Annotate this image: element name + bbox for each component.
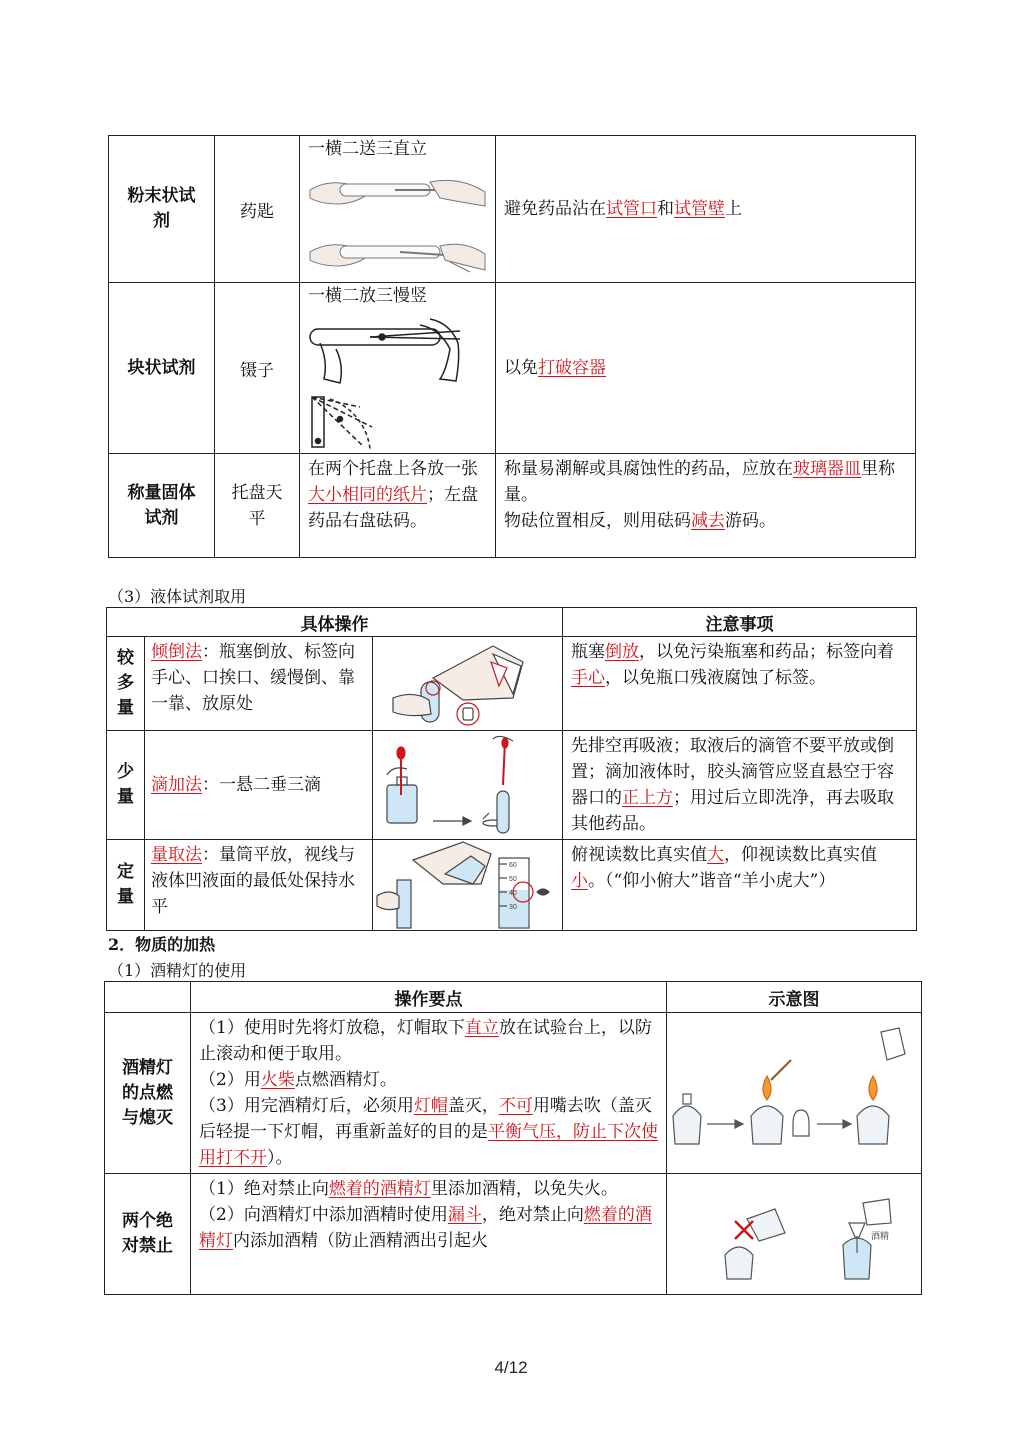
note-text: 上 [725, 199, 742, 219]
column-header: 示意图 [667, 982, 922, 1013]
prohibited-actions-illustration [667, 1175, 920, 1293]
illustration-cell [667, 1174, 922, 1295]
lamp-lighting-illustration [667, 1016, 920, 1170]
answer-text: 大小相同的纸片 [308, 485, 427, 505]
answer-text: 燃着的酒精灯 [328, 1179, 431, 1199]
amount-cell [107, 731, 145, 840]
table-row [107, 637, 917, 731]
content-cell [191, 1174, 667, 1295]
answer-text: 漏斗 [447, 1205, 482, 1225]
content-text: 点燃酒精灯。 [294, 1070, 397, 1090]
reagent-name: 块状试剂 [127, 357, 196, 378]
method-cell [300, 283, 496, 454]
content-cell [191, 1013, 667, 1174]
answer-text: 试管壁 [674, 199, 725, 219]
note-cell [563, 637, 917, 731]
note-text: 避免药品沾在 [504, 199, 606, 219]
table-row [109, 454, 916, 558]
content-text: （1）使用时先将灯放稳，灯帽取下 [199, 1018, 465, 1038]
graduated-cylinder-illustration [373, 840, 561, 930]
note-text: ，以免瓶口残液腐蚀了标签。 [605, 668, 826, 688]
note-text: ，以免污染瓶塞和药品；标签向着 [639, 642, 894, 662]
tool-name: 镊子 [240, 360, 274, 381]
illustration-cell [373, 637, 563, 731]
cylinder-tick-label: 60 [509, 862, 517, 869]
method-text: 在两个托盘上各放一张 [308, 459, 478, 479]
note-text: 称量易潮解或具腐蚀性的药品，应放在 [504, 459, 793, 479]
note-cell [496, 136, 916, 283]
note-text: 和 [657, 199, 674, 219]
note-line [504, 456, 907, 508]
answer-text: 玻璃器皿 [793, 459, 861, 479]
paragraph [199, 1015, 658, 1067]
method-name: 量取法 [151, 845, 202, 865]
column-header: 具体操作 [107, 608, 563, 637]
amount-label: 较多量 [117, 648, 134, 718]
content-text: （2）向酒精灯中添加酒精时使用 [199, 1205, 448, 1225]
note-text: ；用过后立即洗净，再去吸取其他药品。 [571, 788, 894, 834]
note-cell [563, 840, 917, 931]
content-text: 里添加酒精，以免失火。 [430, 1179, 618, 1199]
content-text: （2）用 [199, 1070, 261, 1090]
method-cell [300, 136, 496, 283]
method-cell [145, 731, 373, 840]
paragraph [199, 1176, 658, 1202]
paragraph [199, 1093, 658, 1171]
method-label: 一横二放三慢竖 [308, 286, 427, 306]
cylinder-tick-label: 30 [509, 904, 517, 911]
pouring-illustration [373, 638, 561, 730]
answer-text: 打破容器 [538, 358, 606, 378]
answer-text: 平衡气压，防止下次使用打不开 [199, 1122, 658, 1168]
reagent-name: 称量固体试剂 [127, 482, 196, 528]
topic-title: 两个绝对禁止 [122, 1211, 173, 1256]
content-text: ，绝对禁止向 [481, 1205, 584, 1225]
answer-text: 直立 [464, 1018, 499, 1038]
method-label: 一横二送三直立 [308, 139, 427, 159]
table-row [105, 1013, 922, 1174]
page-number: 4/12 [494, 1358, 528, 1377]
amount-label: 少量 [117, 762, 134, 807]
illustration-cell [373, 731, 563, 840]
note-text: 物砝位置相反，则用砝码 [504, 511, 691, 531]
method-text: ：瓶塞倒放、标签向手心、口挨口、缓慢倒、靠一靠、放原处 [151, 642, 355, 714]
cylinder-tick-label: 50 [509, 876, 517, 883]
content-text: 盖灭， [447, 1096, 499, 1116]
tool-name: 托盘天平 [231, 482, 283, 529]
topic-cell [105, 1174, 191, 1295]
section-caption: （1）酒精灯的使用 [108, 961, 247, 980]
answer-text: 大 [707, 845, 724, 865]
content-text: 放在试验台上，以防止滚动和便于取用。 [199, 1018, 652, 1064]
section-caption: （3）液体试剂取用 [108, 587, 247, 606]
spoon-test-tube-illustration [300, 162, 490, 280]
answer-text: 火柴 [260, 1070, 295, 1090]
table-header-row [105, 982, 922, 1013]
content-text: （1）绝对禁止向 [199, 1179, 329, 1199]
content-text: 内添加酒精（防止酒精洒出引起火 [233, 1231, 488, 1251]
note-cell [496, 454, 916, 558]
reagent-name-cell [109, 136, 215, 283]
note-cell [496, 283, 916, 454]
table-row [107, 840, 917, 931]
paragraph [199, 1067, 658, 1093]
topic-title: 酒精灯的点燃与熄灭 [122, 1057, 173, 1128]
method-name: 滴加法 [151, 775, 202, 795]
reagent-name-cell [109, 283, 215, 454]
tool-cell [215, 283, 300, 454]
method-text: ：量筒平放，视线与液体凹液面的最低处保持水平 [151, 845, 355, 917]
illustration-cell [373, 840, 563, 931]
column-header: 操作要点 [191, 982, 667, 1013]
tool-cell [215, 454, 300, 558]
amount-cell [107, 840, 145, 931]
method-text: ；左盘药品右盘砝码。 [308, 485, 478, 531]
note-text: 以免 [504, 358, 538, 378]
answer-text: 倒放 [605, 642, 639, 662]
cylinder-tick-label: 40 [509, 890, 517, 897]
note-text: 游码。 [725, 511, 776, 531]
amount-label: 定量 [117, 862, 134, 907]
empty-header [105, 982, 191, 1013]
method-name: 倾倒法 [151, 642, 202, 662]
answer-text: 不可 [498, 1096, 533, 1116]
liquid-reagent-table [106, 607, 917, 931]
note-text: 里称量。 [504, 459, 895, 505]
answer-text: 减去 [691, 511, 725, 531]
reagent-name-cell [109, 454, 215, 558]
answer-text: 燃着的酒精灯 [199, 1205, 652, 1251]
table-header-row [107, 608, 917, 637]
amount-cell [107, 637, 145, 731]
table-row [109, 136, 916, 283]
note-text: ，仰视读数比真实值 [724, 845, 877, 865]
method-cell [145, 840, 373, 931]
tool-name: 药匙 [240, 201, 274, 222]
tweezers-test-tube-illustration [300, 309, 490, 451]
content-text: （3）用完酒精灯后，必须用 [199, 1096, 414, 1116]
table-row [107, 731, 917, 840]
answer-text: 小 [571, 871, 588, 891]
answer-text: 手心 [571, 668, 605, 688]
answer-text: 试管口 [606, 199, 657, 219]
table-row [105, 1174, 922, 1295]
content-text: 用嘴去吹（盖灭后轻提一下灯帽，再重新盖好的目的是 [199, 1096, 652, 1142]
method-cell [145, 637, 373, 731]
note-text: 先排空再吸液；取液后的滴管不要平放或倒置；滴加液体时，胶头滴管应竖直悬空于容器口的 [571, 736, 894, 808]
method-text: ：一悬二垂三滴 [202, 775, 321, 795]
funnel-label: 酒精 [871, 1231, 890, 1241]
tool-cell [215, 136, 300, 283]
dropper-illustration [373, 735, 561, 835]
answer-text: 灯帽 [413, 1096, 448, 1116]
paragraph [199, 1202, 658, 1254]
reagent-name: 粉末状试剂 [127, 186, 196, 231]
topic-cell [105, 1013, 191, 1174]
solid-reagent-table [108, 135, 916, 558]
section-heading: 2．物质的加热 [108, 935, 216, 954]
answer-text: 正上方 [622, 788, 673, 808]
note-line [504, 508, 907, 534]
method-cell [300, 454, 496, 558]
table-row [109, 283, 916, 454]
alcohol-lamp-table [104, 981, 922, 1295]
note-text: 。（“仰小俯大”谐音“羊小虎大”） [588, 871, 836, 891]
illustration-cell [667, 1013, 922, 1174]
note-text: 俯视读数比真实值 [571, 845, 707, 865]
note-cell [563, 731, 917, 840]
content-text: ）。 [267, 1148, 293, 1168]
column-header: 注意事项 [563, 608, 917, 637]
note-text: 瓶塞 [571, 642, 605, 662]
